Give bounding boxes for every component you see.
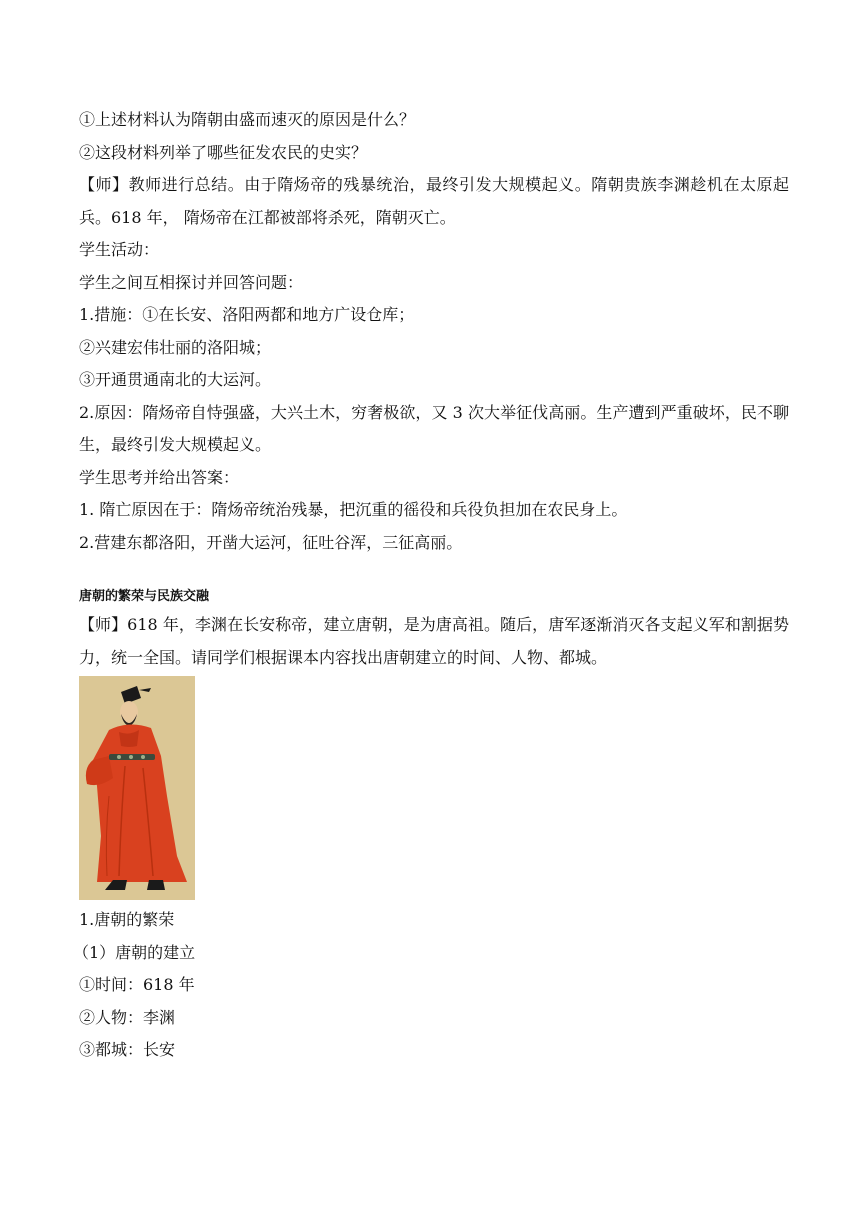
measure-1: 1.措施：①在长安、洛阳两都和地方广设仓库； xyxy=(79,305,415,324)
subheading-tang-prosperity: 1.唐朝的繁荣 xyxy=(79,910,175,929)
teacher-intro: 【师】618 年，李渊在长安称帝，建立唐朝，是为唐高祖。随后，唐军逐渐消灭各支起义军和割据势力，统一全国。请同学们根据课本内容找出唐朝建立的时间、人物、都城。 xyxy=(79,615,789,667)
measure-2: ②兴建宏伟壮丽的洛阳城； xyxy=(79,337,272,357)
item-person: ②人物：李渊 xyxy=(79,1007,176,1027)
document-page xyxy=(73,104,789,1067)
answer-1: 1. 隋亡原因在于：隋炀帝统治残暴，把沉重的徭役和兵役负担加在农民身上。 xyxy=(79,500,628,519)
student-activity-label: 学生活动： xyxy=(79,240,160,259)
reason-paragraph: 2.原因：隋炀帝自恃强盛，大兴土木，穷奢极欲，又 3 次大举征伐高丽。生产遭到严重破坏，民不聊生，最终引发大规模起义。 xyxy=(79,402,789,454)
student-discussion: 学生之间互相探讨并回答问题： xyxy=(79,272,304,292)
section-gap xyxy=(79,559,789,581)
teacher-summary: 【师】教师进行总结。由于隋炀帝的残暴统治，最终引发大规模起义。隋朝贵族李渊趁机在太原起兵。618 年， 隋炀帝在江都被部将杀死，隋朝灭亡。 xyxy=(79,175,789,227)
answer-label: 学生思考并给出答案： xyxy=(79,467,240,487)
item-time: ①时间：618 年 xyxy=(79,975,195,994)
tang-emperor-portrait xyxy=(79,676,195,900)
measure-3: ③开通贯通南北的大运河。 xyxy=(79,370,272,389)
item-title: （1）唐朝的建立 xyxy=(73,942,196,962)
item-capital: ③都城：长安 xyxy=(79,1040,176,1059)
answer-2: 2.营建东都洛阳，开凿大运河，征吐谷浑，三征高丽。 xyxy=(79,532,463,552)
question-2: ②这段材料列举了哪些征发农民的史实？ xyxy=(79,142,368,162)
section-heading: 唐朝的繁荣与民族交融 xyxy=(79,589,210,604)
question-1: ①上述材料认为隋朝由盛而速灭的原因是什么？ xyxy=(79,110,416,129)
